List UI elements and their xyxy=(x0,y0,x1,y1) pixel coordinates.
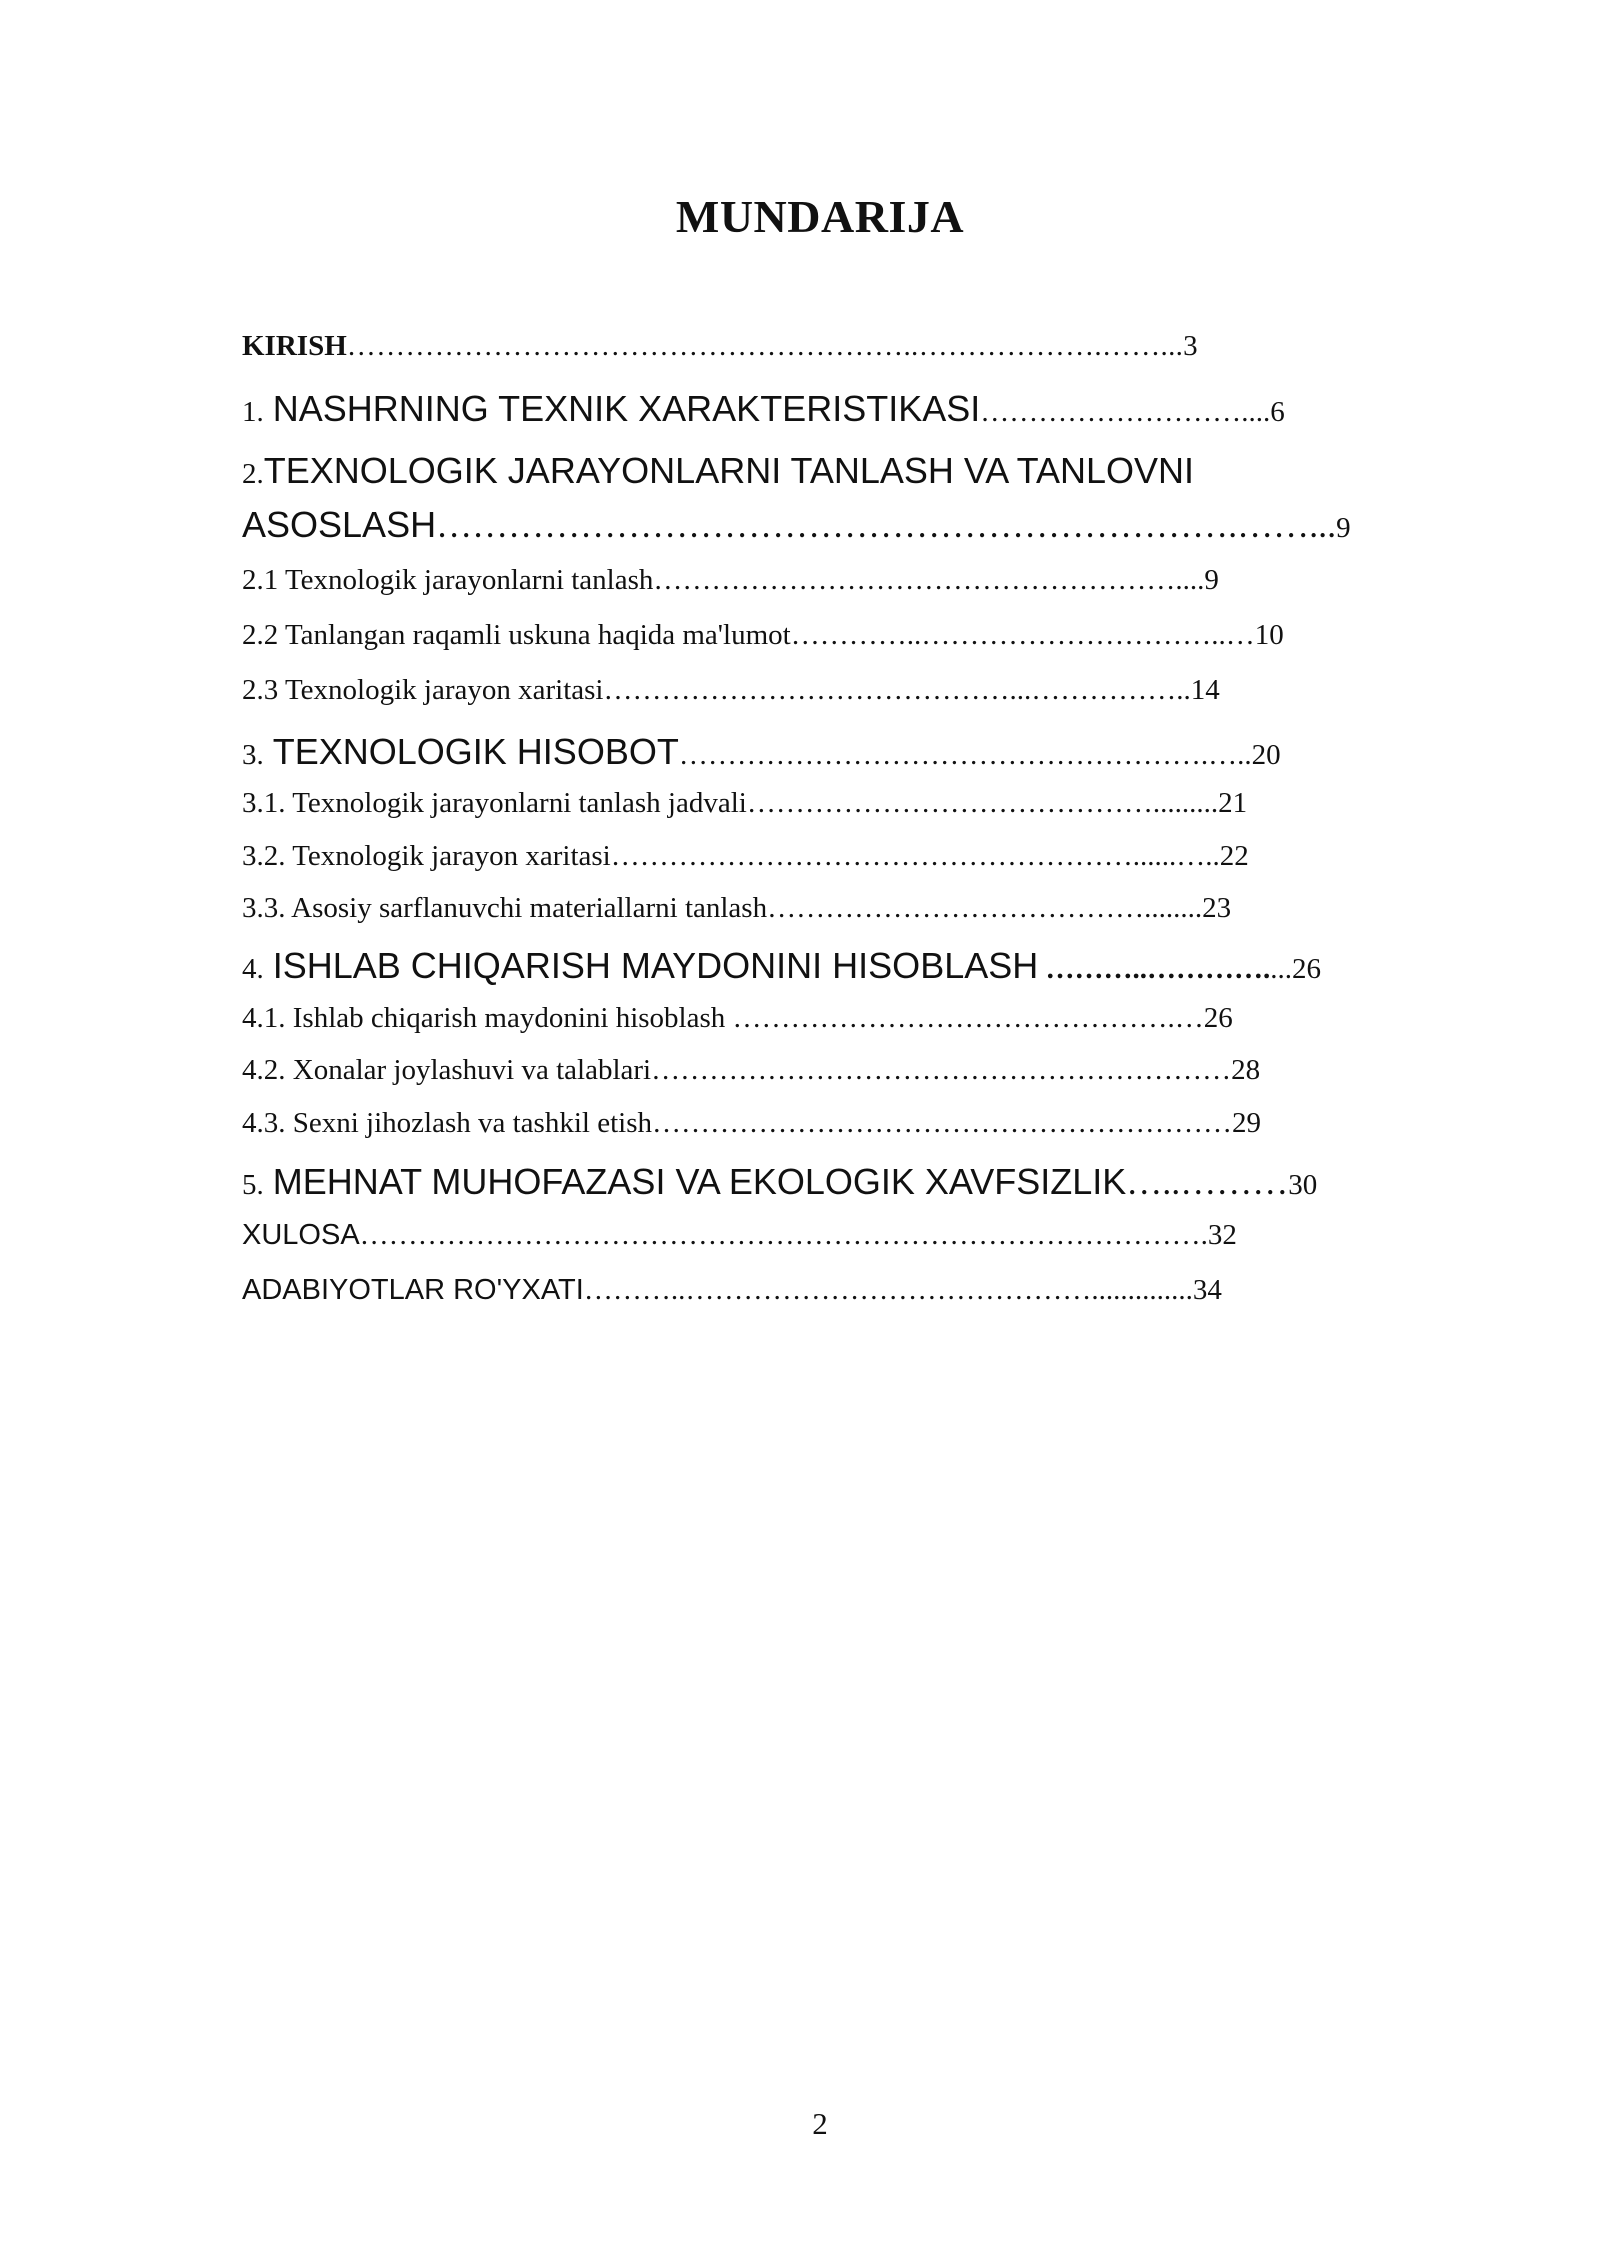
table-of-contents xyxy=(242,318,1402,1327)
toc-entry-5[interactable] xyxy=(242,1159,1402,1217)
toc-entry-number: 5. xyxy=(242,1169,264,1201)
toc-entry-label: ISHLAB CHIQARISH MAYDONINI HISOBLASH xyxy=(272,945,1039,986)
toc-leader: ………..…………………………………….............. xyxy=(583,1274,1193,1306)
toc-page-number: 30 xyxy=(1288,1169,1318,1201)
toc-page-number: 14 xyxy=(1190,674,1220,706)
toc-leader-tail: ... xyxy=(1270,953,1292,985)
toc-page-number: 22 xyxy=(1219,840,1249,872)
toc-leader: ………………………………………………......….. xyxy=(610,840,1220,872)
toc-entry-3-1[interactable] xyxy=(242,785,1402,838)
toc-entry-4[interactable] xyxy=(242,943,1402,1000)
toc-leader: ……………………………………………………………………………. xyxy=(359,1219,1208,1251)
toc-entry-label: 2.1 Texnologik jarayonlarni tanlash xyxy=(242,564,654,596)
toc-entry-xulosa[interactable] xyxy=(242,1217,1402,1272)
toc-leader: ……………………………………………….... xyxy=(653,564,1205,596)
toc-entry-1[interactable] xyxy=(242,386,1402,448)
toc-entry-2-1[interactable] xyxy=(242,562,1402,617)
toc-entry-3-3[interactable] xyxy=(242,890,1402,943)
toc-page-number: 26 xyxy=(1292,953,1321,985)
toc-entry-kirish[interactable] xyxy=(242,318,1402,386)
toc-entry-2-2[interactable] xyxy=(242,617,1402,672)
toc-page-number: 9 xyxy=(1336,512,1351,544)
toc-leader: ……………………………………….… xyxy=(725,1002,1204,1034)
toc-leader: …………..…………………………..… xyxy=(790,619,1255,651)
toc-leader: …………………………………........ xyxy=(767,892,1203,924)
toc-leader: ……………………….... xyxy=(980,396,1271,428)
toc-entry-label: 4.1. Ishlab chiqarish maydonini hisoblash xyxy=(242,1002,726,1034)
toc-entry-adabiyotlar[interactable] xyxy=(242,1272,1402,1327)
toc-leader: ………………………………………………………….……... xyxy=(436,505,1337,545)
toc-entry-label: 3.2. Texnologik jarayon xaritasi xyxy=(242,840,611,872)
toc-entry-label: KIRISH xyxy=(242,330,347,362)
toc-entry-label: 4.2. Xonalar joylashuvi va talablari xyxy=(242,1054,652,1086)
toc-entry-label: XULOSA xyxy=(242,1219,360,1251)
toc-entry-label: MEHNAT MUHOFAZASI VA EKOLOGIK XAVFSIZLIK xyxy=(272,1161,1127,1202)
toc-entry-label: 4.3. Sexni jihozlash va tashkil etish xyxy=(242,1107,652,1139)
toc-entry-3[interactable] xyxy=(242,729,1402,785)
toc-entry-label: 3.3. Asosiy sarflanuvchi materiallarni tanlash xyxy=(242,892,768,924)
toc-page-number: 29 xyxy=(1231,1107,1261,1139)
toc-entry-label: 2.2 Tanlangan raqamli uskuna haqida ma'lumot xyxy=(242,619,791,651)
toc-leader: …………………………………………………..……………….……... xyxy=(346,330,1184,362)
toc-leader: ……………………………………......... xyxy=(746,787,1219,819)
toc-entry-number: 4. xyxy=(242,953,264,985)
toc-leader: …………………………………………………… xyxy=(651,1107,1232,1139)
toc-entry-2[interactable] xyxy=(242,448,1402,502)
toc-page-number: 23 xyxy=(1202,892,1232,924)
toc-leader: …………………………………………………… xyxy=(651,1054,1232,1086)
toc-page-number: 10 xyxy=(1254,619,1284,651)
toc-entry-3-2[interactable] xyxy=(242,838,1402,890)
toc-page-number: 28 xyxy=(1231,1054,1261,1086)
toc-entry-label: 2.3 Texnologik jarayon xaritasi xyxy=(242,674,604,706)
toc-entry-label: 3.1. Texnologik jarayonlarni tanlash jadvali xyxy=(242,787,747,819)
toc-entry-label: NASHRNING TEXNIK XARAKTERISTIKASI xyxy=(272,388,981,429)
toc-entry-number: 3. xyxy=(242,739,264,771)
toc-entry-2-continued[interactable] xyxy=(242,502,1402,562)
toc-entry-4-1[interactable] xyxy=(242,1000,1402,1052)
page-number: 2 xyxy=(812,2106,828,2141)
toc-entry-number: 2. xyxy=(242,458,264,490)
toc-page-number: 32 xyxy=(1207,1219,1237,1251)
toc-entry-label: TEXNOLOGIK JARAYONLARNI TANLASH VA TANLOVNI xyxy=(263,450,1195,491)
toc-entry-2-3[interactable] xyxy=(242,672,1402,729)
toc-page-number: 9 xyxy=(1204,564,1219,596)
toc-page-number: 20 xyxy=(1251,739,1281,771)
toc-leader: ……………………………………...…………….. xyxy=(603,674,1191,706)
toc-entry-label: ADABIYOTLAR RO'YXATI xyxy=(242,1274,584,1306)
toc-page-number: 34 xyxy=(1192,1274,1222,1306)
toc-leader: ……………………………………………….….. xyxy=(678,739,1252,771)
toc-leader: ………..…………. xyxy=(1038,953,1271,985)
page-title: MUNDARIJA xyxy=(675,191,965,242)
toc-page-number: 3 xyxy=(1183,330,1198,362)
toc-page-number: 6 xyxy=(1270,396,1285,428)
toc-entry-number: 1. xyxy=(242,396,264,428)
toc-page-number: 21 xyxy=(1218,787,1248,819)
toc-page-number: 26 xyxy=(1203,1002,1233,1034)
toc-leader: …..……… xyxy=(1126,1162,1289,1202)
toc-entry-label: ASOSLASH xyxy=(242,504,437,545)
toc-entry-4-3[interactable] xyxy=(242,1105,1402,1159)
toc-entry-label: TEXNOLOGIK HISOBOT xyxy=(272,731,679,772)
toc-entry-4-2[interactable] xyxy=(242,1052,1402,1105)
